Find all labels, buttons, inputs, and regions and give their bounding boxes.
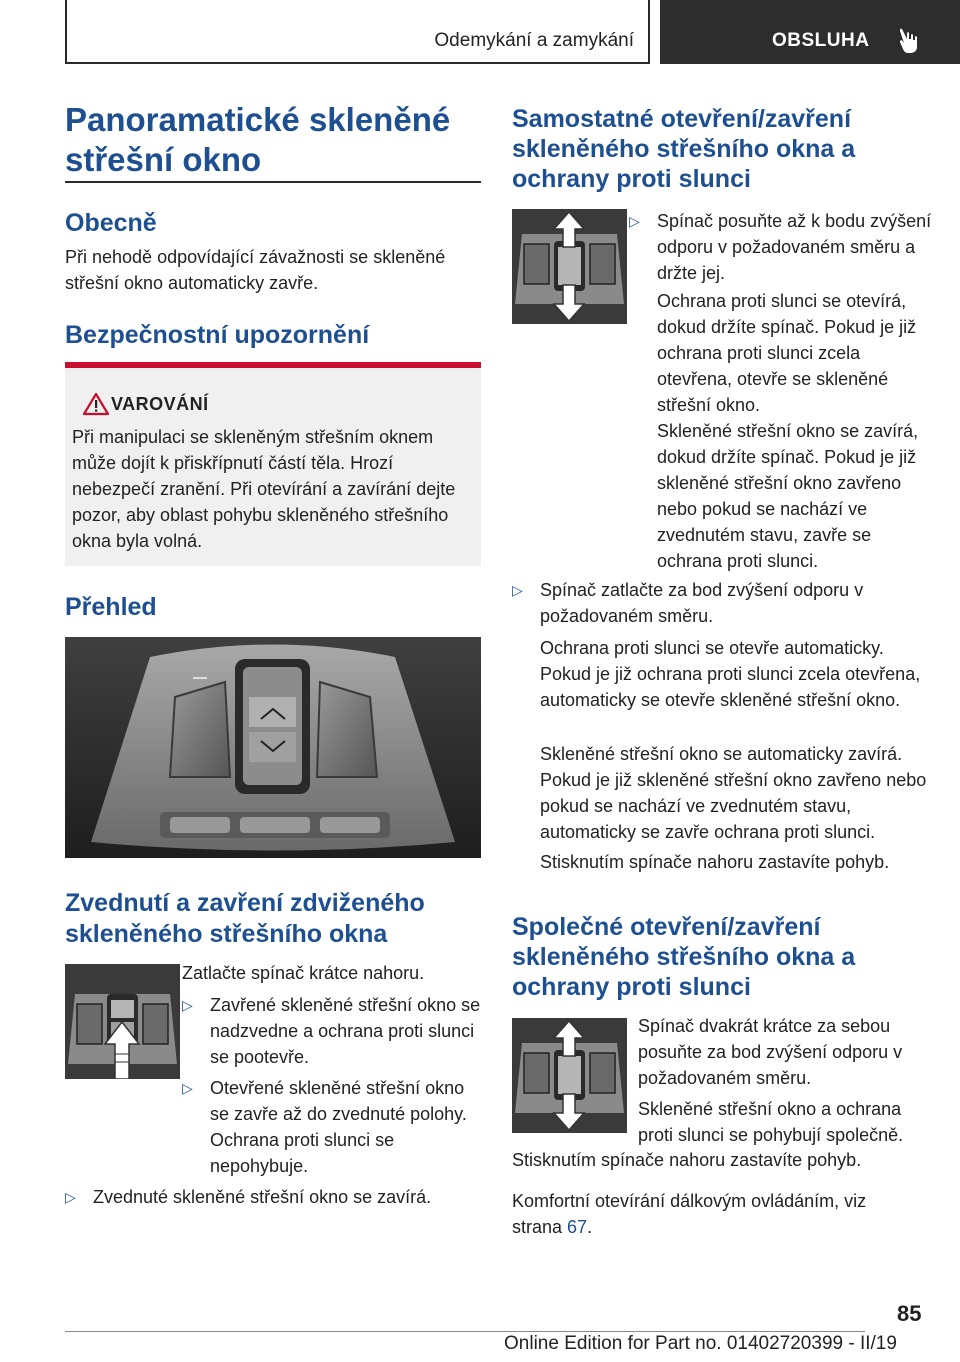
warning-triangle-icon	[83, 392, 109, 416]
remote-reference-text: Komfortní otevírání dálkovým ovládáním, viz strana	[512, 1191, 867, 1237]
bullet-triangle-icon: ▷	[65, 1189, 76, 1205]
bullet-triangle-icon: ▷	[512, 582, 523, 598]
joint-heading: Společné otevření/zavření skleněného střešního okna a ochrany proti slunci	[512, 913, 856, 1001]
separate-b2-para-2: Skleněné střešní okno se automaticky zavírá. Pokud je již skleněné střešní okno zavřeno nebo pokud se nachází ve zvednutém stavu, automaticky se zavře ochrana proti slunci.	[540, 744, 927, 842]
general-text: Při nehodě odpovídající závažnosti se skleněné střešní okno automaticky zavře.	[65, 247, 446, 293]
overview-heading: Přehled	[65, 593, 157, 621]
header-frame	[65, 0, 650, 64]
raise-bullet-3-text: Zvednuté skleněné střešní okno se zavírá.	[93, 1187, 432, 1207]
warning-title: VAROVÁNÍ	[111, 394, 209, 414]
remote-reference	[512, 1188, 892, 1240]
separate-b1-para-2: Skleněné střešní okno se zavírá, dokud držíte spínač. Pokud je již skleněné střešní okno zavřeno nebo pokud se nachází ve zvednutém stavu, zavře se ochrana proti slunci.	[657, 421, 919, 571]
page-number: 85	[897, 1301, 922, 1326]
overhead-console-photo	[65, 637, 481, 858]
title-divider	[65, 181, 481, 183]
safety-heading: Bezpečnostní upozornění	[65, 321, 370, 349]
separate-b2-para-1: Ochrana proti slunci se otevře automaticky. Pokud je již ochrana proti slunci zcela otevřena, automaticky se otevře skleněné střešní okno.	[540, 638, 921, 710]
warning-text: Při manipulaci se skleněným střešním oknem může dojít k přiskřípnutí částí těla. Hrozí nebezpečí zranění. Při otevírání a zavírání dejte pozor, aby oblast pohybu skleněného střešního okna byla volná.	[72, 427, 456, 551]
separate-bullet-2-text: Spínač zatlačte za bod zvýšení odporu v požadovaném směru.	[540, 580, 864, 626]
joint-para-2: Skleněné střešní okno a ochrana proti slunci se pohybují společně.	[638, 1099, 904, 1145]
header-chapter-tab	[660, 0, 960, 64]
separate-b1-para-1: Ochrana proti slunci se otevírá, dokud držíte spínač. Pokud je již ochrana proti slunci zcela otevřena, otevře se skleněné střešní okno.	[657, 291, 917, 415]
warning-box	[65, 362, 481, 566]
bullet-triangle-icon: ▷	[182, 997, 193, 1013]
hand-pointer-icon	[898, 27, 922, 55]
separate-heading: Samostatné otevření/zavření skleněného střešního okna a ochrany proti slunci	[512, 105, 856, 193]
bullet-triangle-icon: ▷	[629, 213, 640, 229]
switch-slide-illustration	[512, 209, 627, 324]
page-title: Panoramatické skleněné střešní okno	[65, 101, 451, 178]
remote-page-link[interactable]: 67	[567, 1217, 588, 1237]
footer-divider	[65, 1331, 865, 1332]
joint-para-3: Stisknutím spínače nahoru zastavíte pohyb.	[512, 1150, 862, 1170]
raise-bullet-1-text: Zavřené skleněné střešní okno se nadzvedne a ochrana proti slunci se pootevře.	[210, 995, 481, 1067]
raise-heading: Zvednutí a zavření zdviženého skleněného střešního okna	[65, 889, 425, 948]
bullet-triangle-icon: ▷	[182, 1080, 193, 1096]
separate-b2-para-3: Stisknutím spínače nahoru zastavíte pohyb.	[540, 852, 890, 872]
switch-double-slide-illustration	[512, 1018, 627, 1133]
remote-reference-suffix: .	[587, 1217, 593, 1237]
raise-bullet-2-text: Otevřené skleněné střešní okno se zavře až do zvednuté polohy. Ochrana proti slunci se nepohybuje.	[210, 1078, 467, 1176]
header-section-title: Odemykání a zamykání	[434, 30, 634, 51]
header-chapter-label: OBSLUHA	[772, 30, 870, 51]
general-heading: Obecně	[65, 209, 157, 237]
joint-para-1: Spínač dvakrát krátce za sebou posuňte za bod zvýšení odporu v požadovaném směru.	[638, 1016, 903, 1088]
separate-bullet-1-text: Spínač posuňte až k bodu zvýšení odporu v požadovaném směru a držte jej.	[657, 211, 932, 283]
switch-push-up-illustration	[65, 964, 180, 1079]
footer-edition: Online Edition for Part no. 01402720399 - II/19	[504, 1333, 897, 1354]
raise-intro: Zatlačte spínač krátce nahoru.	[182, 963, 425, 983]
